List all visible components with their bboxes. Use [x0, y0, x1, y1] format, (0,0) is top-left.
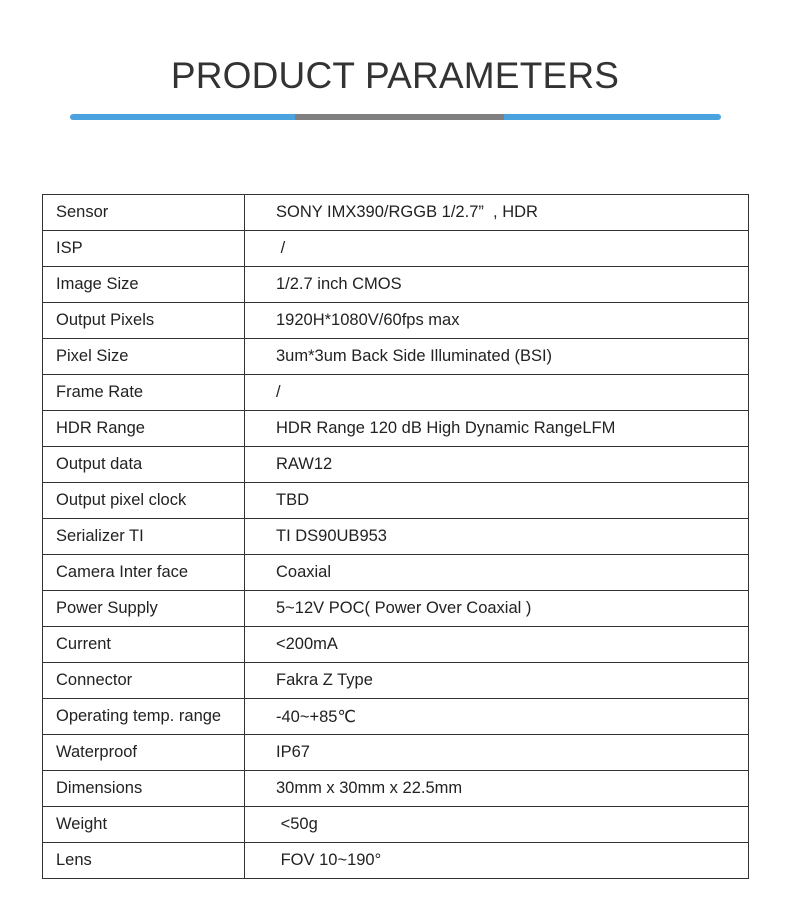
- parameter-label: Frame Rate: [43, 375, 245, 411]
- table-row: [43, 627, 749, 663]
- parameter-label: Camera Inter face: [43, 555, 245, 591]
- parameter-label: Serializer TI: [43, 519, 245, 555]
- page-title: PRODUCT PARAMETERS: [170, 55, 620, 96]
- parameter-label: Output Pixels: [43, 303, 245, 339]
- parameter-value: 3um*3um Back Side Illuminated (BSI): [245, 339, 749, 375]
- parameter-label: ISP: [43, 231, 245, 267]
- parameter-value: RAW12: [245, 447, 749, 483]
- table-row: [43, 267, 749, 303]
- parameter-value: TI DS90UB953: [245, 519, 749, 555]
- parameter-label: Lens: [43, 843, 245, 879]
- title-underline: [70, 114, 721, 120]
- parameter-label: HDR Range: [43, 411, 245, 447]
- table-row: [43, 519, 749, 555]
- parameter-value: HDR Range 120 dB High Dynamic RangeLFM: [245, 411, 749, 447]
- underline-middle-segment: [295, 114, 504, 120]
- parameter-value: /: [245, 375, 749, 411]
- parameter-label: Dimensions: [43, 771, 245, 807]
- underline-left-segment: [70, 114, 295, 120]
- parameters-table-body: [43, 195, 749, 879]
- parameter-value: TBD: [245, 483, 749, 519]
- parameter-label: Image Size: [43, 267, 245, 303]
- parameter-label: Current: [43, 627, 245, 663]
- table-row: [43, 231, 749, 267]
- table-row: [43, 555, 749, 591]
- parameter-label: Output data: [43, 447, 245, 483]
- table-row: [43, 375, 749, 411]
- parameter-label: Waterproof: [43, 735, 245, 771]
- parameter-value: /: [245, 231, 749, 267]
- parameter-value: SONY IMX390/RGGB 1/2.7” , HDR: [245, 195, 749, 231]
- parameter-value: 30mm x 30mm x 22.5mm: [245, 771, 749, 807]
- table-row: [43, 771, 749, 807]
- table-row: [43, 663, 749, 699]
- parameter-value: Coaxial: [245, 555, 749, 591]
- table-row: [43, 735, 749, 771]
- parameter-label: Operating temp. range: [43, 699, 245, 735]
- parameter-label: Output pixel clock: [43, 483, 245, 519]
- table-row: [43, 807, 749, 843]
- parameter-value: Fakra Z Type: [245, 663, 749, 699]
- parameter-value: 1/2.7 inch CMOS: [245, 267, 749, 303]
- parameters-table: [42, 194, 749, 879]
- parameter-label: Weight: [43, 807, 245, 843]
- parameter-label: Connector: [43, 663, 245, 699]
- parameter-value: -40~+85℃: [245, 699, 749, 735]
- table-row: [43, 447, 749, 483]
- parameter-value: 5~12V POC( Power Over Coaxial ): [245, 591, 749, 627]
- table-row: [43, 699, 749, 735]
- table-row: [43, 339, 749, 375]
- underline-right-segment: [504, 114, 721, 120]
- table-row: [43, 195, 749, 231]
- table-row: [43, 843, 749, 879]
- parameter-label: Power Supply: [43, 591, 245, 627]
- parameter-value: 1920H*1080V/60fps max: [245, 303, 749, 339]
- parameter-label: Sensor: [43, 195, 245, 231]
- table-row: [43, 303, 749, 339]
- table-row: [43, 591, 749, 627]
- parameter-value: FOV 10~190°: [245, 843, 749, 879]
- table-row: [43, 483, 749, 519]
- parameter-value: <200mA: [245, 627, 749, 663]
- parameter-value: IP67: [245, 735, 749, 771]
- parameter-label: Pixel Size: [43, 339, 245, 375]
- table-row: [43, 411, 749, 447]
- parameter-value: <50g: [245, 807, 749, 843]
